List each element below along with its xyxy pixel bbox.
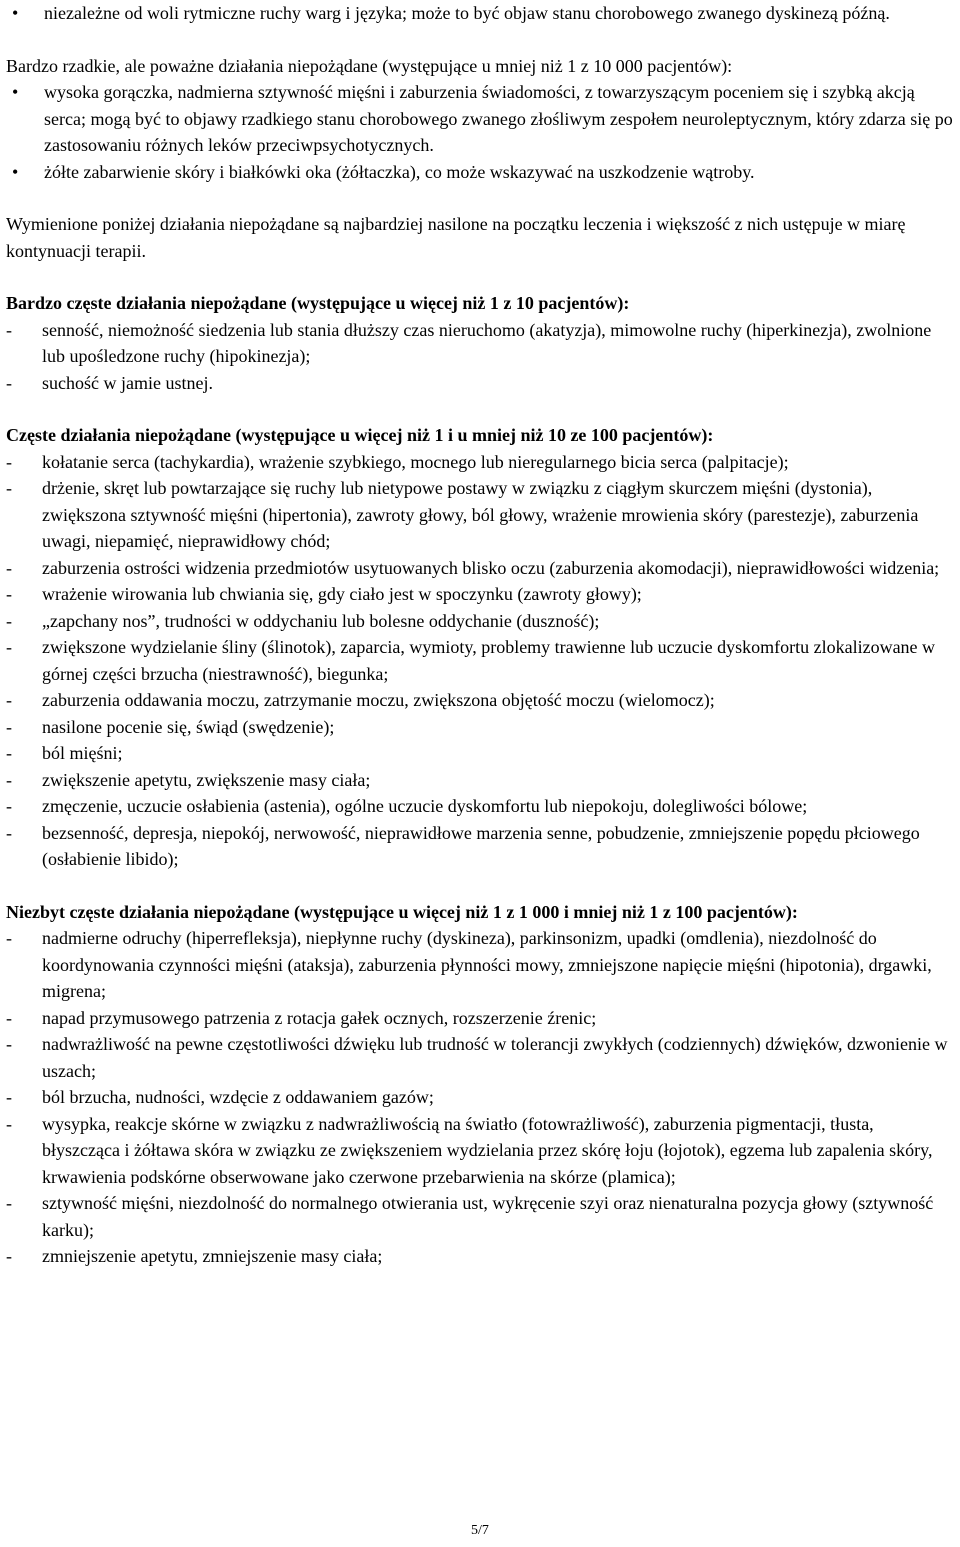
page-number: 5/7 [471,1523,489,1538]
list-item: - zmęczenie, uczucie osłabienia (astenia), ogólne uczucie dyskomfortu lub niepokoju, dolegliwości bólowe; [6,796,808,816]
list-item: - zwiększone wydzielanie śliny (ślinotok), zaparcia, wymioty, problemy trawienne lub uczucie dyskomfortu zlokalizowane w górnej części brzucha (niestrawność), biegunka; [6,637,936,684]
list-item: - zmniejszenie apetytu, zmniejszenie masy ciała; [6,1246,383,1266]
list-item: - wrażenie wirowania lub chwiania się, gdy ciało jest w spoczynku (zawroty głowy); [6,584,642,604]
document-page [6,0,956,1270]
list-item: - kołatanie serca (tachykardia), wrażenie szybkiego, mocnego lub nieregularnego bicia serca (palpitacje); [6,451,789,472]
list-item: - zaburzenia oddawania moczu, zatrzymanie moczu, zwiększona objętość moczu (wielomocz); [6,690,715,710]
bullet-icon: • [12,161,19,182]
list-item: - drżenie, skręt lub powtarzające się ruchy lub nietypowe postawy w związku z ciągłym skurczem mięśni (dystonia), zwiększona sztywność mięśni (hipertonia), zawroty głowy, ból głowy, wrażenie mrowienia skóry (parestezje), zaburzenia uwagi, niepamięć, nieprawidłowy chód; [6,478,919,551]
very-rare-intro: Bardzo rzadkie, ale poważne działania niepożądane (występujące u mniej niż 1 z 10 000 pacjentów): [6,55,733,76]
list-item: • żółte zabarwienie skóry i białkówki oka (żółtaczka), co może wskazywać na uszkodzenie wątroby. [6,159,956,186]
list-item: - „zapchany nos”, trudności w oddychaniu lub bolesne oddychanie (duszność); [6,610,600,631]
list-item: - napad przymusowego patrzenia z rotacja gałek ocznych, rozszerzenie źrenic; [6,1007,597,1028]
list-item: - zwiększenie apetytu, zwiększenie masy ciała; [6,769,371,790]
list-item: - sztywność mięśni, niezdolność do normalnego otwierania ust, wykręcenie szyi oraz nienaturalna pozycja głowy (sztywność karku); [6,1193,934,1240]
common-list [6,449,956,873]
common-heading: Częste działania niepożądane (występujące u więcej niż 1 i u mniej niż 10 ze 100 pacjentów): [6,425,714,445]
uncommon-list [6,925,956,1270]
top-bullet-list [6,0,956,27]
list-item: • niezależne od woli rytmiczne ruchy warg i języka; może to być objaw stanu chorobowego zwanego dyskinezą późną. [6,0,956,27]
list-item: - nasilone pocenie się, świąd (swędzenie); [6,716,335,737]
note-paragraph: Wymienione poniżej działania niepożądane są najbardziej nasilone na początku leczenia i większość z nich ustępuje w miarę kontynuacji terapii. [6,214,906,261]
bullet-icon: • [12,82,19,102]
very-common-heading: Bardzo częste działania niepożądane (występujące u więcej niż 1 z 10 pacjentów): [6,293,630,313]
list-item: - wysypka, reakcje skórne w związku z nadwrażliwością na światło (fotowrażliwość), zaburzenia pigmentacji, tłusta, błyszcząca i żółtawa skóra w związku ze zwiększeniem wydzielania przez skórę łoju (łojotok), egzema lub zapalenia skóry, krwawienia podskórne obserwowane jako czerwone przebarwienia na skórze (plamica); [6,1113,933,1187]
list-item: - bezsenność, depresja, niepokój, nerwowość, nieprawidłowe marzenia senne, pobudzenie, zmniejszenie popędu płciowego (osłabienie libido); [6,822,920,869]
list-item: • wysoka gorączka, nadmierna sztywność mięśni i zaburzenia świadomości, z towarzyszącym poceniem się i szybką akcją serca; mogą być to objawy rzadkiego stanu chorobowego zwanego złośliwym zespołem neuroleptycznym, który zdarza się po zastosowaniu różnych leków przeciwpsychotycznych. [6,79,956,159]
list-item: - senność, niemożność siedzenia lub stania dłuższy czas nieruchomo (akatyzja), mimowolne ruchy (hiperkinezja), zwolnione lub upośledzone ruchy (hipokinezja); [6,319,932,366]
list-item: - suchość w jamie ustnej. [6,372,213,393]
list-item: - nadmierne odruchy (hiperrefleksja), niepłynne ruchy (dyskineza), parkinsonizm, upadki (omdlenia), niezdolność do koordynowania czynności mięśni (ataksja), zaburzenia płynności mowy, zmniejszone napięcie mięśni (hipotonia), drgawki, migrena; [6,928,932,1001]
list-item: - nadwrażliwość na pewne częstotliwości dźwięku lub trudność w tolerancji zwykłych (codziennych) dźwięków, dzwonienie w uszach; [6,1034,948,1081]
list-item: - ból brzucha, nudności, wzdęcie z oddawaniem gazów; [6,1087,434,1107]
very-rare-list [6,79,956,185]
bullet-icon: • [12,3,19,23]
uncommon-heading: Niezbyt częste działania niepożądane (występujące u więcej niż 1 z 1 000 i mniej niż 1 z 100 pacjentów): [6,901,798,922]
very-common-list [6,317,956,397]
list-item: - ból mięśni; [6,743,123,763]
list-item: - zaburzenia ostrości widzenia przedmiotów usytuowanych blisko oczu (zaburzenia akomodacji), nieprawidłowości widzenia; [6,557,940,578]
